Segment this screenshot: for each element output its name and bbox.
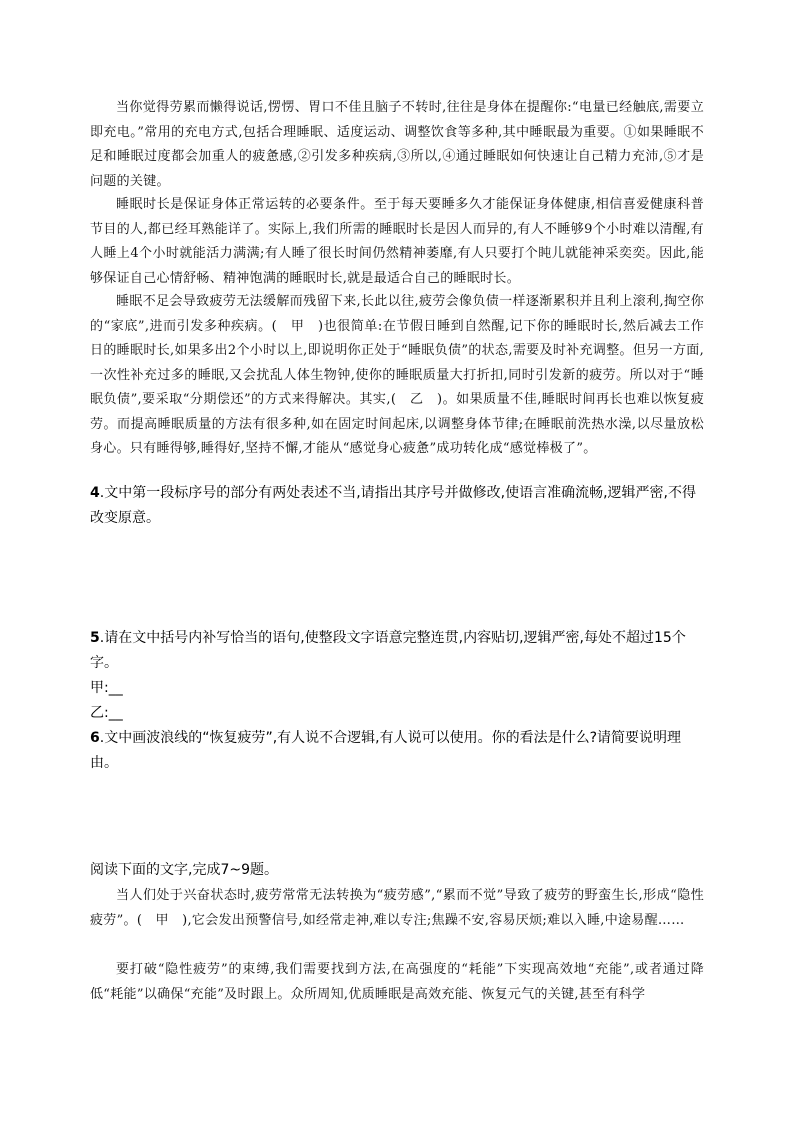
question-6 xyxy=(90,726,704,776)
question-4-text: .文中第一段标序号的部分有两处表述不当,请指出其序号并做修改,使语言准确流畅,逻辑严密,不得改变原意。 xyxy=(90,485,696,526)
passage1-paragraph-1: 当你觉得劳累而懒得说话,愣愣、胃口不佳且脑子不转时,往往是身体在提醒你:“电量已经触底,需要立即充电。”常用的充电方式,包括合理睡眠、适度运动、调整饮食等多种,其中睡眠最为重要。①如果睡眠不足和睡眠过度都会加重人的疲惫感,②引发多种疾病,③所以,④通过睡眠如何快速让自己精力充沛,⑤才是问题的关键。 xyxy=(90,100,704,189)
passage1-paragraph-2: 睡眠时长是保证身体正常运转的必要条件。至于每天要睡多久才能保证身体健康,相信喜爱健康科普节目的人,都已经耳熟能详了。实际上,我们所需的睡眠时长是因人而异的,有人不睡够9个小时难以清醒,有人睡上4个小时就能活力满满;有人睡了很长时间仍然精神萎靡,有人只要打个盹儿就能神采奕奕。因此,能够保证自己心情舒畅、精神饱满的睡眠时长,就是最适合自己的睡眠时长。 xyxy=(90,197,704,286)
question-5 xyxy=(90,626,704,676)
question-5-text: .请在文中括号内补写恰当的语句,使整段文字语意完整连贯,内容贴切,逻辑严密,每处不超过15个字。 xyxy=(90,630,686,671)
passage2-intro: 阅读下面的文字,完成7~9题。 xyxy=(90,862,278,878)
passage2-paragraph-2: 要打破“隐性疲劳”的束缚,我们需要找到方法,在高强度的“耗能”下实现高效地“充能”,或者通过降低“耗能”以确保“充能”及时跟上。众所周知,优质睡眠是高效充能、恢复元气的关键,甚至有科学 xyxy=(90,962,704,1002)
question-6-number: 6 xyxy=(90,730,100,746)
question-5-number: 5 xyxy=(90,630,100,646)
question-4 xyxy=(90,481,704,531)
passage1-paragraph-3: 睡眠不足会导致疲劳无法缓解而残留下来,长此以往,疲劳会像负债一样逐渐累积并且利上滚利,掏空你的“家底”,进而引发多种疾病。( 甲 )也很简单:在节假日睡到自然醒,记下你的睡眠时长,然后减去工作日的睡眠时长,如果多出2个小时以上,即说明你正处于“睡眠负债”的状态,需要及时补充调整。但另一方面,一次性补充过多的睡眠,又会扰乱人体生物钟,使你的睡眠质量大打折扣,同时引发新的疲劳。所以对于“睡眠负债”,要采取“分期偿还”的方式来得解决。其实,( 乙 )。如果质量不佳,睡眠时间再长也难以恢复疲劳。而提高睡眠质量的方法有很多种,如在固定时间起床,以调整身体节律;在睡眠前洗热水澡,以尽量放松身心。只有睡得够,睡得好,坚持不懈,才能从“感觉身心疲惫”成功转化成“感觉棒极了”。 xyxy=(90,294,704,456)
question-5-answer-yi: 乙:__ xyxy=(90,705,123,721)
question-6-text: .文中画波浪线的“恢复疲劳”,有人说不合逻辑,有人说可以使用。你的看法是什么?请简要说明理由。 xyxy=(90,730,682,771)
question-4-number: 4 xyxy=(90,485,100,501)
question-5-answer-jia: 甲:__ xyxy=(90,680,123,696)
passage2-paragraph-1: 当人们处于兴奋状态时,疲劳常常无法转换为“疲劳感”,“累而不觉”导致了疲劳的野蛮生长,形成“隐性疲劳”。( 甲 ),它会发出预警信号,如经常走神,难以专注;焦躁不安,容易厌烦;难以入睡,中途易醒…… xyxy=(90,888,704,928)
